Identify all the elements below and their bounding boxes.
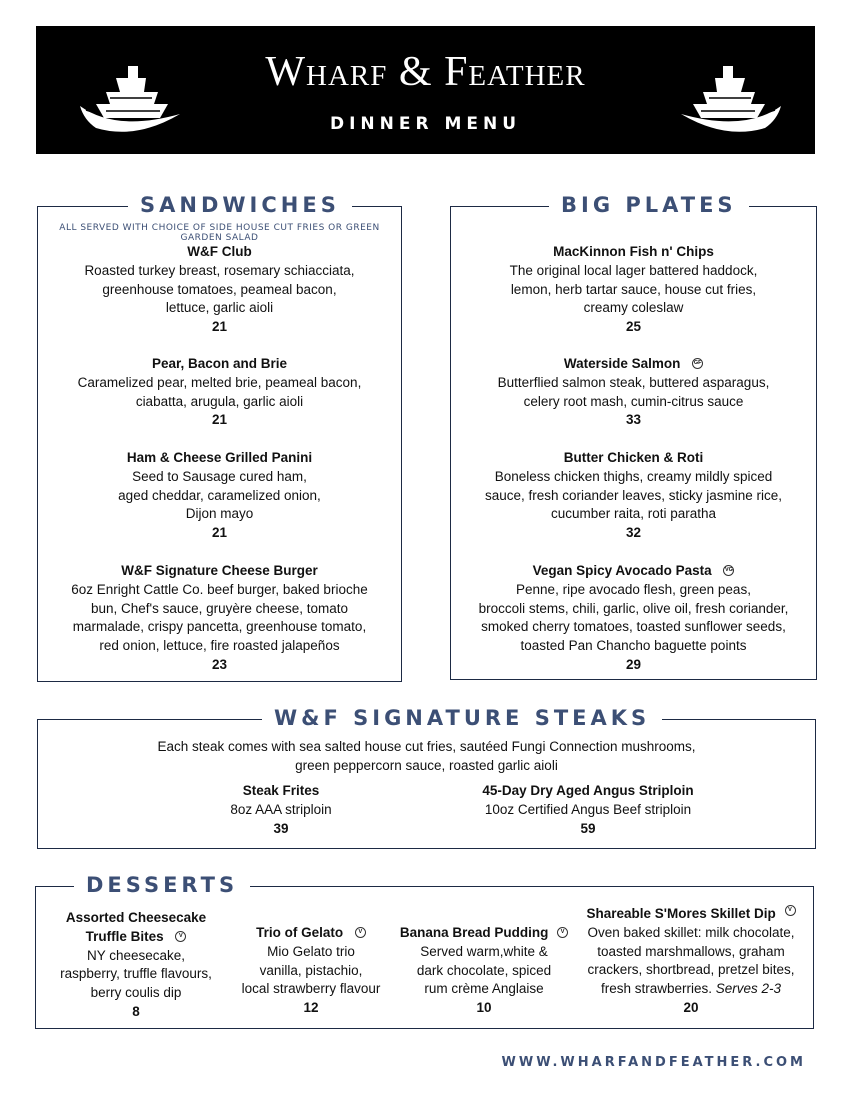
menu-item [40,909,232,1022]
item-desc: crackers, shortbread, pretzel bites, [587,962,795,978]
item-desc: Oven baked skillet: milk chocolate, [587,924,795,940]
website-link[interactable]: WWW.WHARFANDFEATHER.COM [501,1055,806,1070]
item-name: Steak Frites [242,783,320,798]
vegan-icon: VG [723,565,734,576]
item-desc: lemon, herb tartar sauce, house cut fries, [510,281,757,297]
item-desc: Mio Gelato trio [267,943,355,959]
section-title: DESSERTS [74,873,250,897]
item-desc: raspberry, truffle flavours, [60,966,212,982]
item-desc: fresh strawberries. [600,981,712,997]
item-desc: toasted Pan Chancho baguette points [520,638,747,654]
item-name: Ham & Cheese Grilled Panini [126,450,313,465]
ship-feather-icon [675,44,785,144]
item-desc: 6oz Enright Cattle Co. beef burger, baked brioche [71,581,368,597]
item-name: Assorted Cheesecake [65,910,207,925]
item-price: 25 [625,319,642,335]
item-price: 21 [211,412,228,428]
item-name: Banana Bread Pudding [399,925,549,940]
intro-line: green peppercorn sauce, roasted garlic aioli [295,757,558,773]
menu-item [38,562,401,675]
item-price: 39 [273,820,289,836]
item-price: 21 [211,525,228,541]
item-price: 20 [683,999,699,1015]
item-name: MacKinnon Fish n' Chips [553,244,714,259]
item-desc: cucumber raita, roti paratha [550,506,717,522]
menu-item [576,905,806,1018]
item-price: 23 [211,656,228,672]
menu-item [168,782,394,838]
item-desc: celery root mash, cumin-citrus sauce [523,393,744,409]
section-note: ALL SERVED WITH CHOICE OF SIDE HOUSE CUT FRIES OR GREEN GARDEN SALAD [59,223,380,243]
item-price: 21 [211,319,228,335]
menu-item [38,355,401,430]
item-desc: rum crème Anglaise [424,981,544,997]
menu-item [451,449,816,543]
item-desc: 8oz AAA striploin [230,801,332,817]
item-desc: smoked cherry tomatoes, toasted sunflower seeds, [481,619,786,635]
item-name: W&F Club [187,244,252,259]
item-name: Pear, Bacon and Brie [151,356,288,371]
item-desc: 10oz Certified Angus Beef striploin [484,801,692,817]
menu-item [38,449,401,543]
item-desc: sauce, fresh coriander leaves, sticky jasmine rice, [484,487,783,503]
menu-item [38,243,401,337]
item-desc: Roasted turkey breast, rosemary schiacciata, [84,262,355,278]
item-desc: bun, Chef's sauce, gruyère cheese, tomato [91,600,348,616]
item-desc: NY cheesecake, [86,947,186,963]
item-desc: The original local lager battered haddock, [509,262,758,278]
section-title: W&F SIGNATURE STEAKS [262,706,662,730]
item-name: Shareable S'Mores Skillet Dip [586,906,776,921]
item-name: W&F Signature Cheese Burger [121,563,318,578]
item-desc: toasted marshmallows, graham [597,943,785,959]
restaurant-name: Wharf & Feather [265,49,586,95]
item-serving-note: Serves 2-3 [715,981,782,997]
item-price: 12 [303,1000,319,1016]
item-desc: Seed to Sausage cured ham, [132,468,307,484]
item-name: 45-Day Dry Aged Angus Striploin [482,783,694,798]
item-price: 32 [625,525,642,541]
section-title: SANDWICHES [128,193,352,217]
item-desc: lettuce, garlic aioli [165,300,274,316]
steaks-intro [38,738,815,776]
item-price: 33 [625,412,642,428]
item-price: 8 [132,1003,140,1019]
vegetarian-icon: V [355,927,366,938]
item-name: Trio of Gelato [256,925,344,940]
big-plates-section [450,193,817,680]
vegetarian-icon: V [557,927,568,938]
item-desc: creamy coleslaw [583,300,684,316]
item-desc: local strawberry flavour [241,981,381,997]
item-desc: vanilla, pistachio, [259,962,363,978]
item-price: 29 [625,656,642,672]
item-desc: aged cheddar, caramelized onion, [118,487,321,503]
item-name: Truffle Bites [85,928,164,944]
item-name: Vegan Spicy Avocado Pasta [532,563,712,578]
item-price: 59 [580,820,596,836]
item-desc: Caramelized pear, melted brie, peameal bacon, [77,374,362,390]
sandwiches-section [37,193,402,682]
item-name: Waterside Salmon [563,356,681,371]
item-desc: red onion, lettuce, fire roasted jalapeños [99,638,340,654]
menu-item [448,782,728,838]
item-desc: broccoli stems, chili, garlic, olive oil, fresh coriander, [478,600,789,616]
item-desc: berry coulis dip [90,985,182,1001]
menu-item [232,924,390,1018]
item-desc: Butterflied salmon steak, buttered asparagus, [497,374,770,390]
item-desc: ciabatta, arugula, garlic aioli [135,393,304,409]
item-price: 10 [476,1000,492,1016]
item-desc: Dijon mayo [185,506,254,522]
item-desc: Penne, ripe avocado flesh, green peas, [516,581,751,597]
menu-item [398,924,570,1018]
menu-header [36,26,815,154]
item-desc: greenhouse tomatoes, peameal bacon, [102,281,337,297]
menu-subtitle: DINNER MENU [329,114,522,134]
section-title: BIG PLATES [549,193,749,217]
vegetarian-icon: V [175,931,186,942]
item-desc: Served warm,white & [420,943,548,959]
vegetarian-icon: V [785,905,796,916]
steaks-section [37,706,816,849]
item-desc: marmalade, crispy pancetta, greenhouse tomato, [72,619,367,635]
intro-line: Each steak comes with sea salted house cut fries, sautéed Fungi Connection mushrooms, [157,739,696,754]
item-desc: dark chocolate, spiced [416,962,552,978]
item-desc: Boneless chicken thighs, creamy mildly spiced [494,468,773,484]
gluten-free-icon: GF [692,358,703,369]
menu-item [451,243,816,337]
item-name: Butter Chicken & Roti [563,450,704,465]
desserts-section [35,873,814,1029]
menu-item [451,355,816,430]
menu-item [451,562,816,675]
